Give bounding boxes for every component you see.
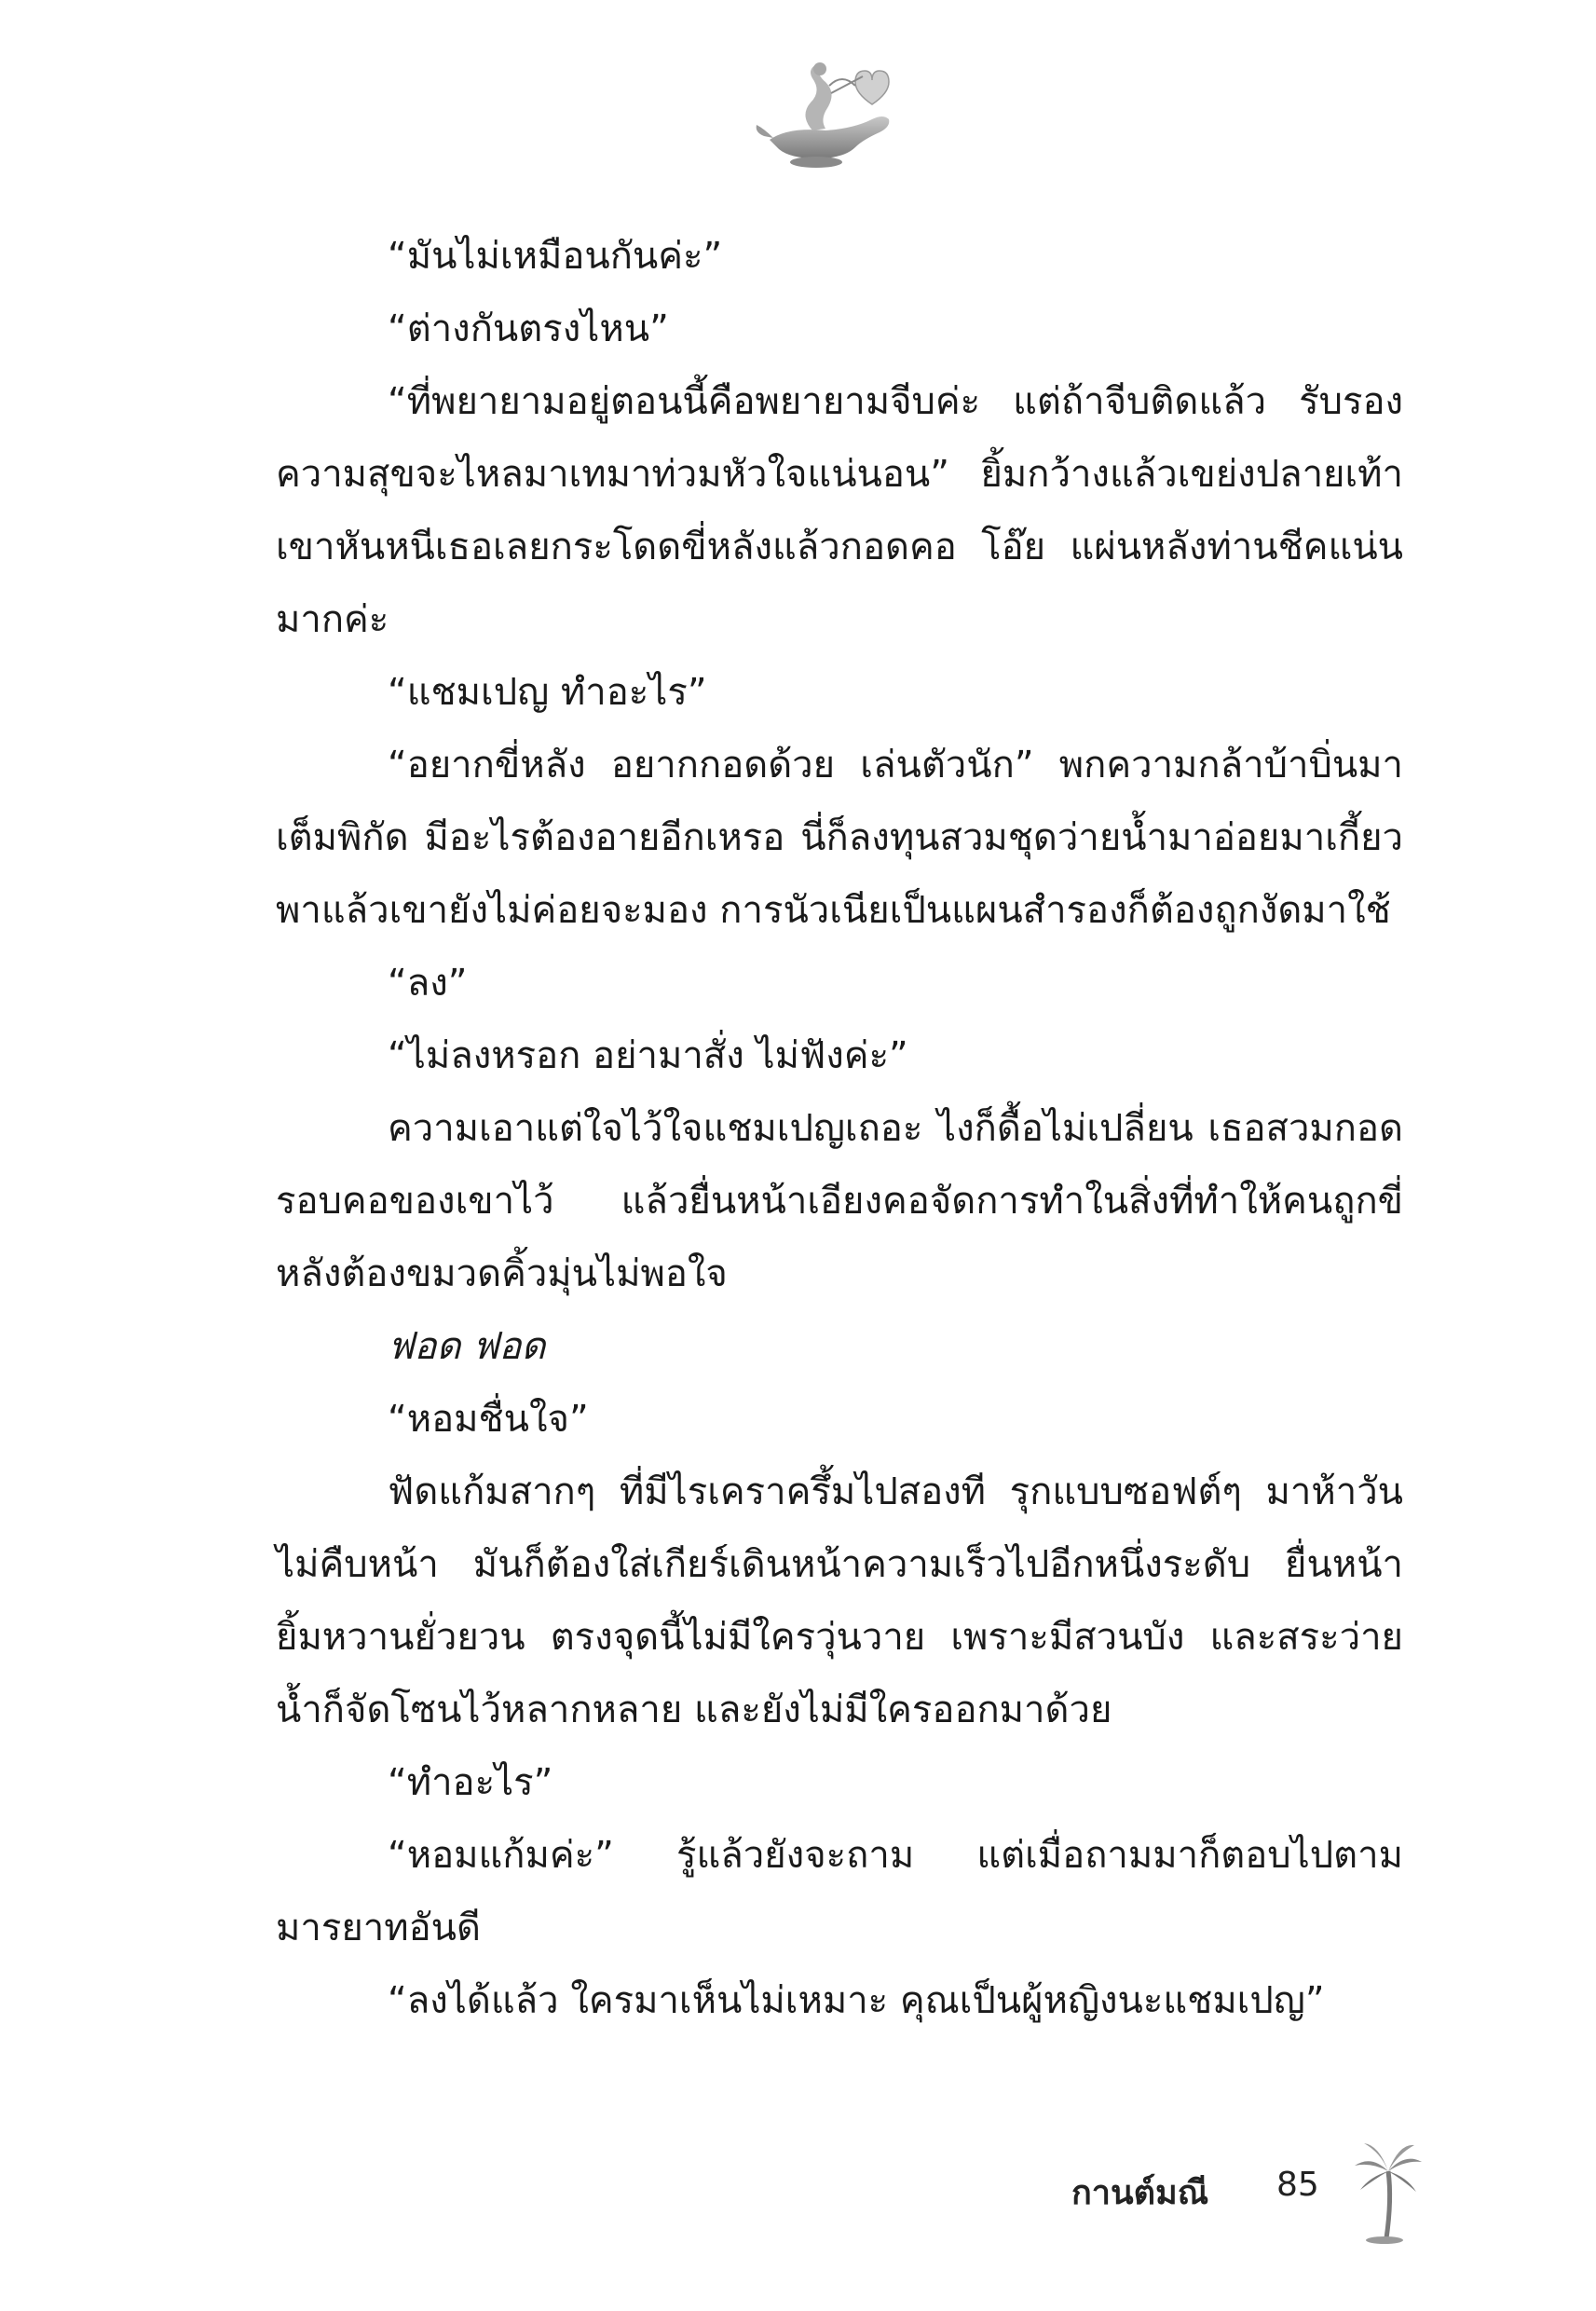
paragraph: “ลงได้แล้ว ใครมาเห็นไม่เหมาะ คุณเป็นผู้หญิงนะแชมเปญ”: [388, 1979, 1325, 2022]
author-name: กานต์มณี: [1071, 2174, 1209, 2212]
lamp-ornament-icon: [751, 54, 900, 175]
page-number: 85: [1276, 2166, 1319, 2204]
paragraph: “อยากขี่หลัง อยากกอดด้วย เล่นตัวนัก” พกความกล้าบ้าบิ่นมาเต็มพิกัด มีอะไรต้องอายอีกเหรอ นี่ก็ลงทุนสวมชุดว่ายน้ำมาอ่อยมาเกี้ยวพาแล้วเขายังไม่ค่อยจะมอง การนัวเนียเป็นแผนสำรองก็ต้องถูกงัดมาใช้: [276, 744, 1403, 932]
paragraph: “ที่พยายามอยู่ตอนนี้คือพยายามจีบค่ะ แต่ถ้าจีบติดแล้ว รับรองความสุขจะไหลมาเทมาท่วมหัวใจแน่นอน” ยิ้มกว้างแล้วเขย่งปลายเท้า เขาหันหนีเธอเลยกระโดดขี่หลังแล้วกอดคอ โอ๊ย แผ่นหลังท่านชีคแน่นมากค่ะ: [276, 380, 1403, 641]
paragraph: “ต่างกันตรงไหน”: [388, 308, 669, 350]
paragraph: ฟัดแก้มสากๆ ที่มีไรเคราครึ้มไปสองที รุกแบบซอฟต์ๆ มาห้าวันไม่คืบหน้า มันก็ต้องใส่เกียร์เดินหน้าความเร็วไปอีกหนึ่งระดับ ยื่นหน้ายิ้มหวานยั่วยวน ตรงจุดนี้ไม่มีใครวุ่นวาย เพราะมีสวนบัง และสระว่ายน้ำก็จัดโซนไว้หลากหลาย และยังไม่มีใครออกมาด้วย: [276, 1470, 1403, 1731]
paragraph: “แชมเปญ ทำอะไร”: [388, 671, 707, 714]
paragraph: “หอมแก้มค่ะ” รู้แล้วยังจะถาม แต่เมื่อถามมาก็ตอบไปตามมารยาทอันดี: [276, 1834, 1403, 1949]
paragraph: “ไม่ลงหรอก อย่ามาสั่ง ไม่ฟังค่ะ”: [388, 1034, 908, 1077]
paragraph-sound-effect: ฟอด ฟอด: [388, 1325, 546, 1368]
paragraph: “ลง”: [388, 962, 468, 1005]
page-footer: [1071, 2134, 1444, 2246]
paragraph: “ทำอะไร”: [388, 1761, 553, 1804]
palm-tree-icon: [1351, 2134, 1425, 2246]
story-text: [276, 220, 1403, 2037]
paragraph: “มันไม่เหมือนกันค่ะ”: [388, 235, 723, 278]
paragraph: “หอมชื่นใจ”: [388, 1398, 589, 1441]
paragraph: ความเอาแต่ใจไว้ใจแชมเปญเถอะ ไงก็ดื้อไม่เปลี่ยน เธอสวมกอดรอบคอของเขาไว้ แล้วยื่นหน้าเอียงคอจัดการทำในสิ่งที่ทำให้คนถูกขี่หลังต้องขมวดคิ้วมุ่นไม่พอใจ: [276, 1107, 1403, 1295]
